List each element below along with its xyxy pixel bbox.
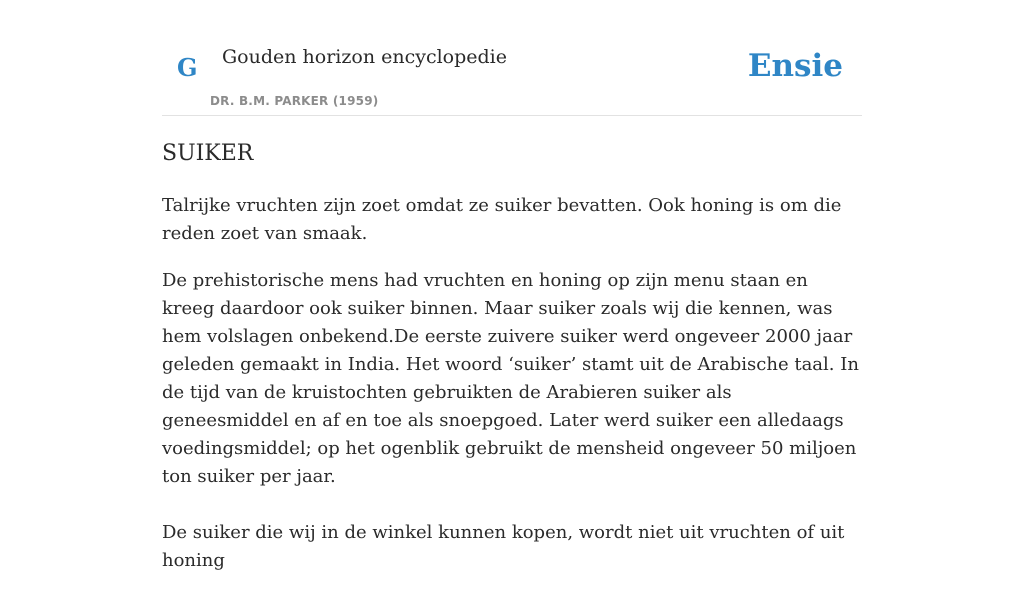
article-paragraph: De prehistorische mens had vruchten en honing op zijn menu staan en kreeg daardoor ook suiker binnen. Maar suiker zoals wij die kennen, was hem volslagen onbekend.De eerste zuivere suiker werd ongeveer 2000 jaar geleden gemaakt in India. Het woord ‘suiker’ stamt uit de Arabische taal. In de tijd van de kruistochten gebruikten de Arabieren suiker als geneesmiddel en af en toe als snoepgoed. Later werd suiker een alledaags voedingsmiddel; op het ogenblik gebruikt de mensheid ongeveer 50 miljoen ton suiker per jaar. (162, 270, 859, 487)
entry-title: SUIKER (162, 141, 254, 166)
book-logo-icon[interactable]: G (177, 53, 198, 82)
book-title-link[interactable]: Gouden horizon encyclopedie (222, 46, 507, 68)
article-body (162, 192, 862, 594)
author-line: DR. B.M. PARKER (1959) (210, 94, 379, 108)
article-paragraph: De suiker die wij in de winkel kunnen kopen, wordt niet uit vruchten of uit honing (162, 522, 845, 571)
page (162, 0, 862, 571)
header (162, 0, 862, 116)
ensie-logo-link[interactable]: Ensie (747, 48, 843, 84)
article-paragraph: Talrijke vruchten zijn zoet omdat ze suiker bevatten. Ook honing is om die reden zoet van smaak. (162, 195, 842, 244)
